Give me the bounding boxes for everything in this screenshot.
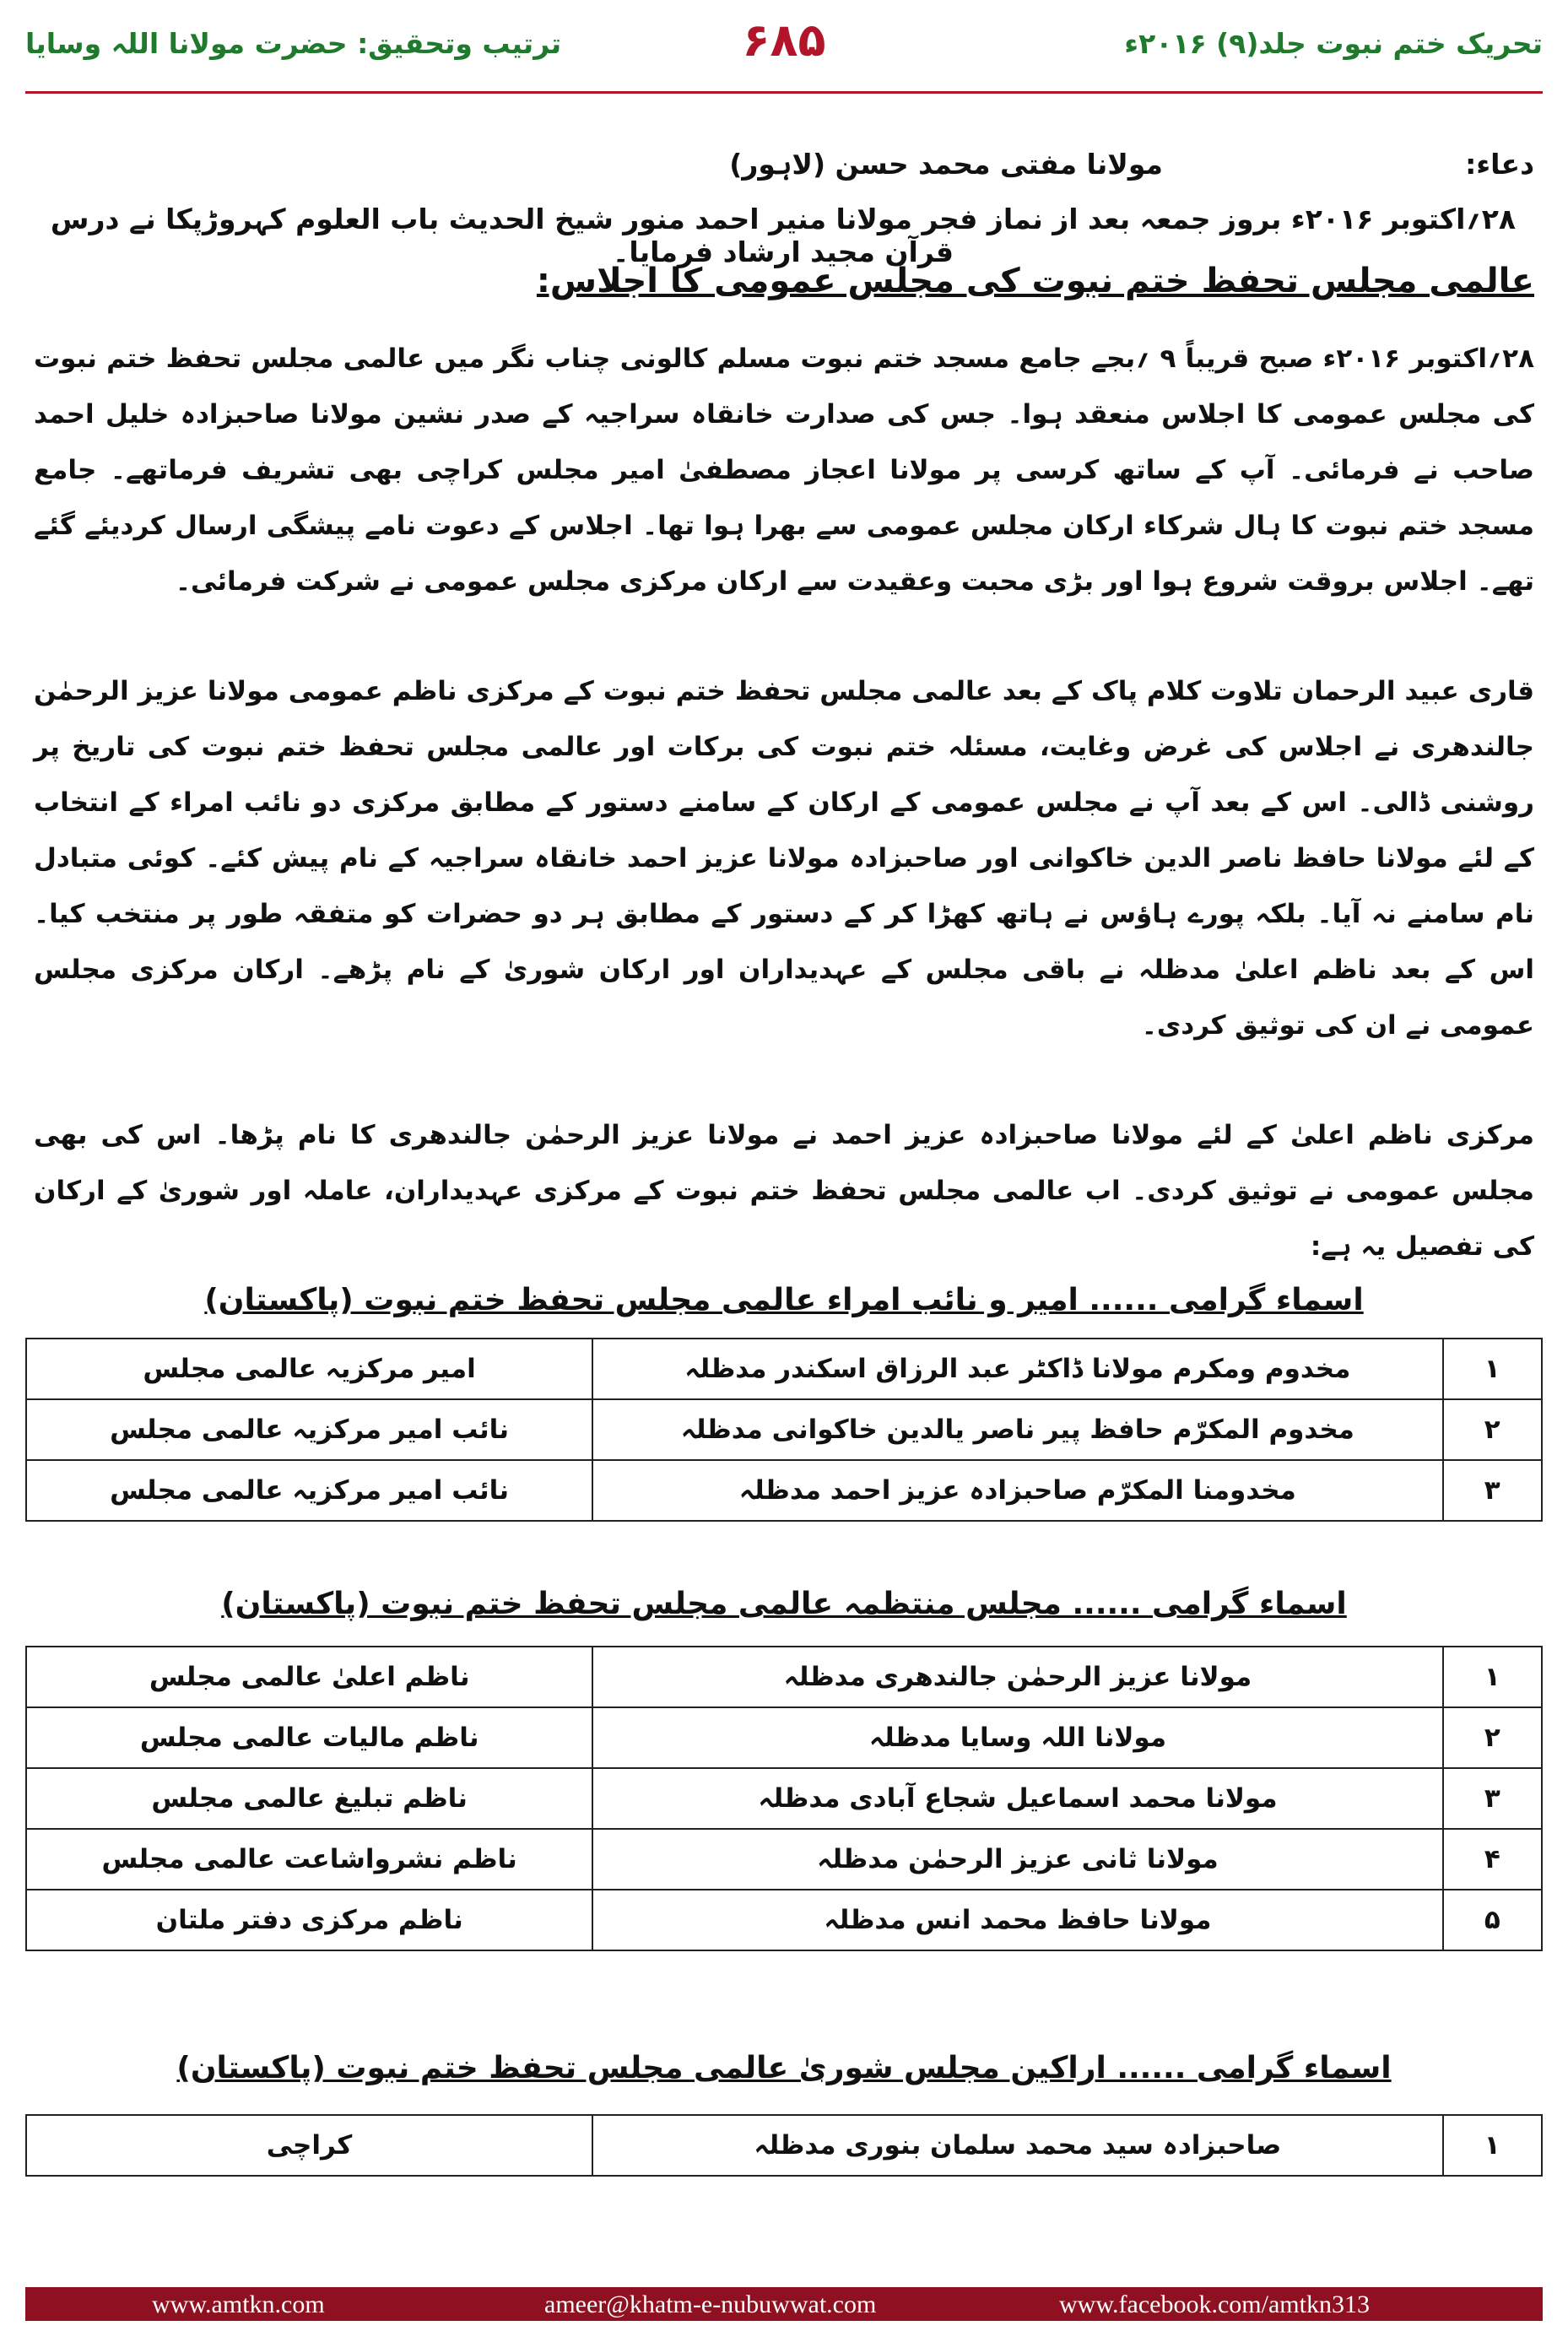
intro-line: ۲۸؍اکتوبر ۲۰۱۶ء بروز جمعہ بعد از نماز فجر مولانا منیر احمد منور شیخ الحدیث باب العلوم کہروڑپکا نے درس قرآن مجید ارشاد فرمایا۔ bbox=[50, 203, 1517, 268]
page-number: ۶۸۵ bbox=[742, 14, 826, 67]
row-role: ناظم مرکزی دفتر ملتان bbox=[26, 1890, 592, 1950]
row-number: ۱ bbox=[1443, 1647, 1542, 1707]
row-role: ناظم اعلیٰ عالمی مجلس bbox=[26, 1647, 592, 1707]
table-row bbox=[26, 1647, 1542, 1707]
footer-email-link[interactable]: ameer@khatm-e-nubuwwat.com bbox=[544, 2291, 877, 2318]
row-name: مولانا حافظ محمد انس مدظلہ bbox=[592, 1890, 1442, 1950]
paragraph-3: مرکزی ناظم اعلیٰ کے لئے مولانا صاحبزادہ عزیز احمد نے مولانا عزیز الرحمٰن جالندھری کا نام پڑھا۔ اس کی بھی مجلس عمومی نے توثیق کردی۔ اب عالمی مجلس تحفظ ختم نبوت کے مرکزی عہدیداران، عاملہ اور شوریٰ کے ارکان کی تفصیل یہ ہے: bbox=[34, 1120, 1534, 1262]
header-book-title: تحریک ختم نبوت جلد(۹) ۲۰۱۶ء bbox=[1124, 27, 1543, 60]
table-row bbox=[26, 1339, 1542, 1399]
row-number: ۲ bbox=[1443, 1707, 1542, 1768]
table-row bbox=[26, 1460, 1542, 1521]
row-name: مخدومنا المکرّم صاحبزادہ عزیز احمد مدظلہ bbox=[592, 1460, 1442, 1521]
row-name: مولانا محمد اسماعیل شجاع آبادی مدظلہ bbox=[592, 1768, 1442, 1829]
table-row bbox=[26, 2115, 1542, 2176]
header-editor-credit: ترتیب وتحقیق: حضرت مولانا اللہ وسایا bbox=[25, 27, 562, 60]
dua-line bbox=[32, 148, 1534, 198]
table-row bbox=[26, 1890, 1542, 1950]
row-role: ناظم تبلیغ عالمی مجلس bbox=[26, 1768, 592, 1829]
table-3-title: اسماء گرامی ...... اراکین مجلس شوریٰ عالمی مجلس تحفظ ختم نبوت (پاکستان) bbox=[176, 2051, 1392, 2085]
row-name: مخدوم ومکرم مولانا ڈاکٹر عبد الرزاق اسکندر مدظلہ bbox=[592, 1339, 1442, 1399]
row-number: ۲ bbox=[1443, 1399, 1542, 1460]
row-number: ۱ bbox=[1443, 2115, 1542, 2176]
row-role: ناظم نشرواشاعت عالمی مجلس bbox=[26, 1829, 592, 1890]
row-number: ۳ bbox=[1443, 1768, 1542, 1829]
table-row bbox=[26, 1399, 1542, 1460]
section-heading: عالمی مجلس تحفظ ختم نبوت کی مجلس عمومی کا اجلاس: bbox=[536, 262, 1534, 300]
table-2 bbox=[25, 1646, 1543, 1951]
table-row bbox=[26, 1768, 1542, 1829]
row-number: ۴ bbox=[1443, 1829, 1542, 1890]
row-number: ۵ bbox=[1443, 1890, 1542, 1950]
row-role: کراچی bbox=[26, 2115, 592, 2176]
row-name: مولانا اللہ وسایا مدظلہ bbox=[592, 1707, 1442, 1768]
header-divider bbox=[25, 91, 1543, 94]
table-row bbox=[26, 1829, 1542, 1890]
row-role: ناظم مالیات عالمی مجلس bbox=[26, 1707, 592, 1768]
row-name: مخدوم المکرّم حافظ پیر ناصر یالدین خاکوانی مدظلہ bbox=[592, 1399, 1442, 1460]
row-number: ۳ bbox=[1443, 1460, 1542, 1521]
table-2-title: اسماء گرامی ...... مجلس منتظمہ عالمی مجلس تحفظ ختم نبوت (پاکستان) bbox=[221, 1587, 1347, 1621]
table-3 bbox=[25, 2114, 1543, 2177]
row-name: مولانا ثانی عزیز الرحمٰن مدظلہ bbox=[592, 1829, 1442, 1890]
dua-name: مولانا مفتی محمد حسن (لاہور) bbox=[729, 148, 1163, 181]
table-row bbox=[26, 1707, 1542, 1768]
table-1-title: اسماء گرامی ...... امیر و نائب امراء عالمی مجلس تحفظ ختم نبوت (پاکستان) bbox=[204, 1283, 1364, 1317]
row-role: نائب امیر مرکزیہ عالمی مجلس bbox=[26, 1399, 592, 1460]
paragraph-2: قاری عبید الرحمان تلاوت کلام پاک کے بعد عالمی مجلس تحفظ ختم نبوت کے مرکزی ناظم عمومی مولانا عزیز الرحمٰن جالندھری نے اجلاس کی غرض وغایت، مسئلہ ختم نبوت کی برکات اور عالمی مجلس تحفظ ختم نبوت کی تاریخ پر روشنی ڈالی۔ اس کے بعد آپ نے مجلس عمومی کے ارکان کے سامنے دستور کے مطابق مرکزی دو نائب امراء کے انتخاب کے لئے مولانا حافظ ناصر الدین خاکوانی اور صاحبزادہ مولانا عزیز احمد خانقاہ سراجیہ کے نام پیش کئے۔ کوئی متبادل نام سامنے نہ آیا۔ بلکہ پورے ہاؤس نے ہاتھ کھڑا کر کے دستور کے مطابق ہر دو حضرات کو متفقہ طور پر منتخب کیا۔ اس کے بعد ناظم اعلیٰ مدظلہ نے باقی مجلس کے عہدیداران اور ارکان شوریٰ کے نام پڑھے۔ ارکان مرکزی مجلس عمومی نے ان کی توثیق کردی۔ bbox=[34, 676, 1535, 1041]
row-role: نائب امیر مرکزیہ عالمی مجلس bbox=[26, 1460, 592, 1521]
paragraph-1: ۲۸؍اکتوبر ۲۰۱۶ء صبح قریباً ۹ ؍بجے جامع مسجد ختم نبوت مسلم کالونی چناب نگر میں عالمی مجلس تحفظ ختم نبوت کی مجلس عمومی کا اجلاس منعقد ہوا۔ جس کی صدارت خانقاہ سراجیہ کے صدر نشین مولانا صاحبزادہ خلیل احمد صاحب نے فرمائی۔ آپ کے ساتھ کرسی پر مولانا اعجاز مصطفیٰ امیر مجلس کراچی بھی تشریف فرماتھے۔ جامع مسجد ختم نبوت کا ہال شرکاء ارکان مجلس عمومی سے بھرا ہوا تھا۔ اجلاس کے دعوت نامے پیشگی ارسال کردیئے گئے تھے۔ اجلاس بروقت شروع ہوا اور بڑی محبت وعقیدت سے ارکان مرکزی مجلس عمومی نے شرکت فرمائی۔ bbox=[34, 343, 1534, 597]
row-number: ۱ bbox=[1443, 1339, 1542, 1399]
row-name: صاحبزادہ سید محمد سلمان بنوری مدظلہ bbox=[592, 2115, 1442, 2176]
table-1 bbox=[25, 1338, 1543, 1522]
footer-facebook-link[interactable]: www.facebook.com/amtkn313 bbox=[1059, 2291, 1370, 2318]
page-header bbox=[0, 0, 1568, 101]
row-role: امیر مرکزیہ عالمی مجلس bbox=[26, 1339, 592, 1399]
footer-website-link[interactable]: www.amtkn.com bbox=[152, 2291, 325, 2318]
row-name: مولانا عزیز الرحمٰن جالندھری مدظلہ bbox=[592, 1647, 1442, 1707]
dua-label: دعاء: bbox=[1465, 148, 1534, 181]
